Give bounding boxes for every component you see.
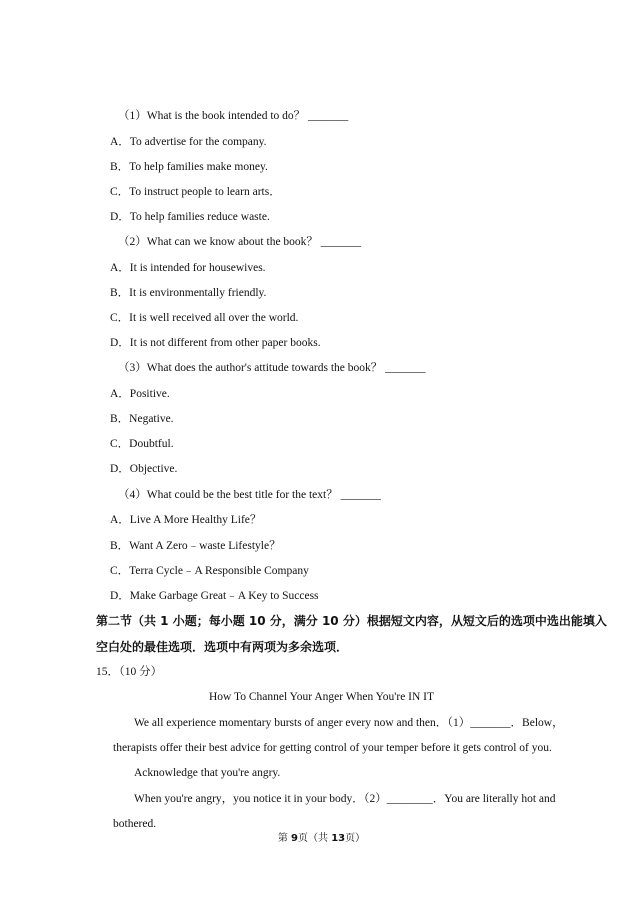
problem-number: 15．（10 分） [96,666,163,678]
question-1-option-a: A．To advertise for the company. [110,136,267,148]
question-4-stem: （4）What could be the best title for the text？ _______ [118,489,381,501]
question-4-option-b: B．Want A Zero﹣waste Lifestyle？ [110,540,281,552]
footer-page-number: 9 [291,833,299,844]
question-2-option-a: A．It is intended for housewives. [110,262,266,274]
question-3-option-c: C．Doubtful. [110,438,174,450]
question-3-option-d: D．Objective. [110,463,178,475]
footer-prefix: 第 [277,833,292,844]
question-4-option-a: A．Live A More Healthy Life？ [110,514,262,526]
passage-title: How To Channel Your Anger When You're IN IT [208,691,435,703]
question-1-stem: （1）What is the book intended to do？ _______ [118,110,349,122]
footer-suffix: 页） [345,833,366,844]
question-2-option-d: D．It is not different from other paper books. [110,337,321,349]
passage-line-5: bothered. [113,818,157,830]
section-instruction-line-2: 空白处的最佳选项．选项中有两项为多余选项． [96,640,349,654]
section-instruction-line-1: 第二节（共 1 小题；每小题 10 分，满分 10 分）根据短文内容，从短文后的选项中选出能填入 [96,614,607,628]
footer-total-pages: 13 [331,833,346,844]
question-2-option-b: B．It is environmentally friendly. [110,287,267,299]
passage-line-4: When you're angry，you notice it in your body．（2）________．You are literally hot and [134,793,556,805]
passage-line-2: therapists offer their best advice for getting control of your temper before it gets control of you. [113,742,552,754]
question-3-option-b: B．Negative. [110,413,174,425]
question-1-option-d: D．To help families reduce waste. [110,211,270,223]
question-3-option-a: A．Positive. [110,388,170,400]
question-2-stem: （2）What can we know about the book？ _______ [118,236,362,248]
question-4-option-c: C．Terra Cycle﹣A Responsible Company [110,565,309,577]
question-4-option-d: D．Make Garbage Great﹣A Key to Success [110,590,319,602]
footer-middle: 页（共 [298,833,332,844]
question-1-option-c: C．To instruct people to learn arts． [110,186,281,198]
question-2-option-c: C．It is well received all over the world. [110,312,299,324]
page-footer [0,832,643,846]
passage-line-1: We all experience momentary bursts of anger every now and then．（1）_______．Below， [134,717,564,729]
question-1-option-b: B．To help families make money. [110,161,268,173]
passage-line-3: Acknowledge that you're angry. [134,767,281,779]
question-3-stem: （3）What does the author's attitude towards the book？ _______ [118,362,426,374]
